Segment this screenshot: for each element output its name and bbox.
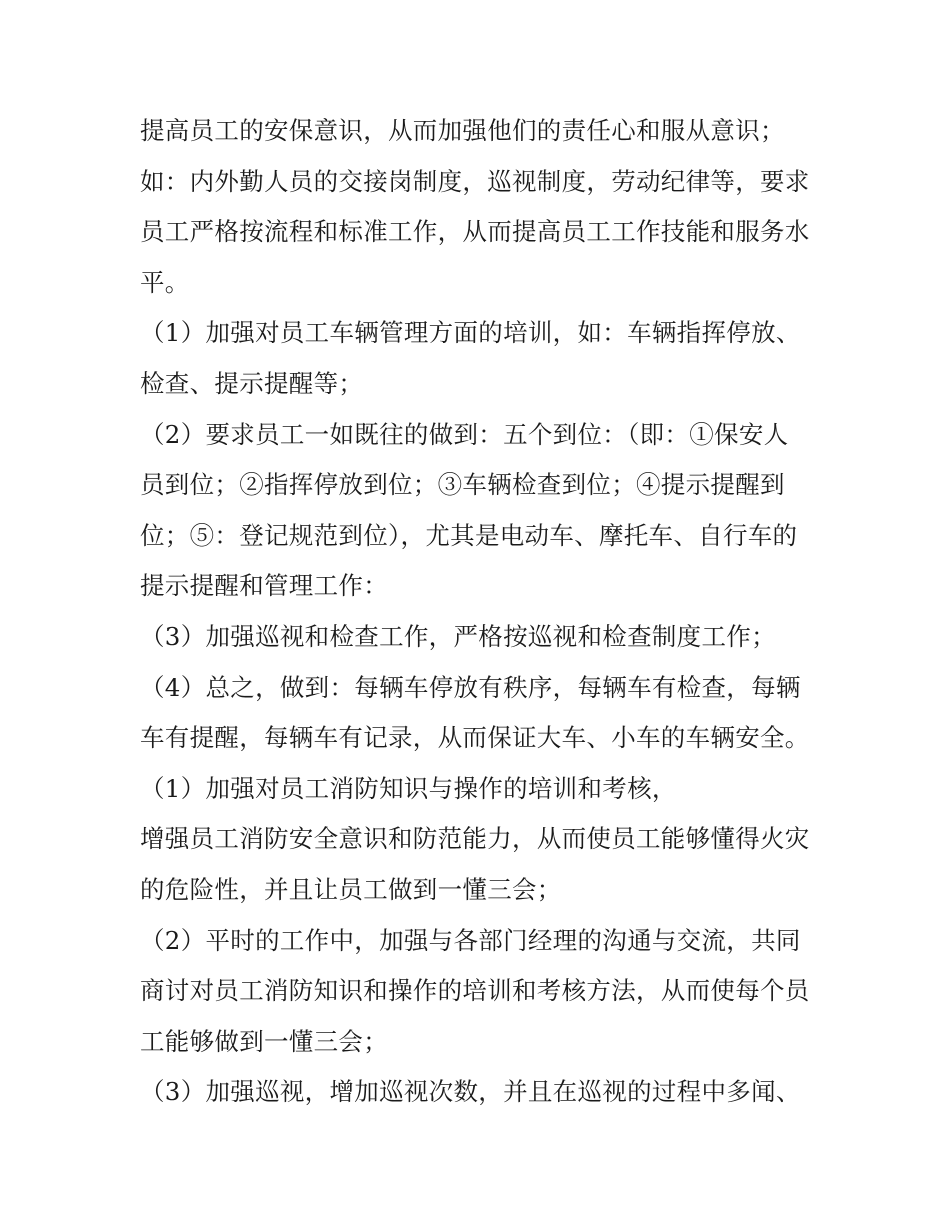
- text-line: 位；⑤：登记规范到位），尤其是电动车、摩托车、自行车的: [140, 520, 798, 550]
- text-line: 检查、提示提醒等；: [140, 368, 364, 398]
- text-line: 如：内外勤人员的交接岗制度，巡视制度，劳动纪律等，要求: [140, 166, 810, 196]
- text-line: 员工严格按流程和标准工作，从而提高员工工作技能和服务水: [140, 217, 810, 247]
- text-line: （3）加强巡视和检查工作，严格按巡视和检查制度工作；: [140, 621, 776, 651]
- text-line: 平。: [140, 267, 190, 297]
- text-line: （3）加强巡视，增加巡视次数，并且在巡视的过程中多闻、: [140, 1077, 801, 1107]
- text-line: 的危险性，并且让员工做到一懂三会；: [140, 874, 562, 904]
- text-line: （4）总之，做到：每辆车停放有秩序，每辆车有检查，每辆: [140, 672, 801, 702]
- text-line: 员到位；②指挥停放到位；③车辆检查到位；④提示提醒到: [140, 470, 785, 500]
- text-line: 增强员工消防安全意识和防范能力，从而使员工能够懂得火灾: [140, 824, 810, 854]
- text-line: （1）加强对员工车辆管理方面的培训，如：车辆指挥停放、: [140, 318, 801, 348]
- text-line: （1）加强对员工消防知识与操作的培训和考核，: [140, 773, 677, 803]
- text-line: 工能够做到一懂三会；: [140, 1026, 388, 1056]
- text-line: 商讨对员工消防知识和操作的培训和考核方法，从而使每个员: [140, 976, 810, 1006]
- text-line: 提示提醒和管理工作：: [140, 571, 388, 601]
- text-line: 提高员工的安保意识，从而加强他们的责任心和服从意识；: [140, 116, 785, 145]
- text-line: （2）平时的工作中，加强与各部门经理的沟通与交流，共同: [140, 925, 801, 955]
- text-line: （2）要求员工一如既往的做到：五个到位：（即：①保安人: [140, 419, 789, 449]
- body-text: [140, 106, 840, 1118]
- text-line: 车有提醒，每辆车有记录，从而保证大车、小车的车辆安全。: [140, 723, 810, 753]
